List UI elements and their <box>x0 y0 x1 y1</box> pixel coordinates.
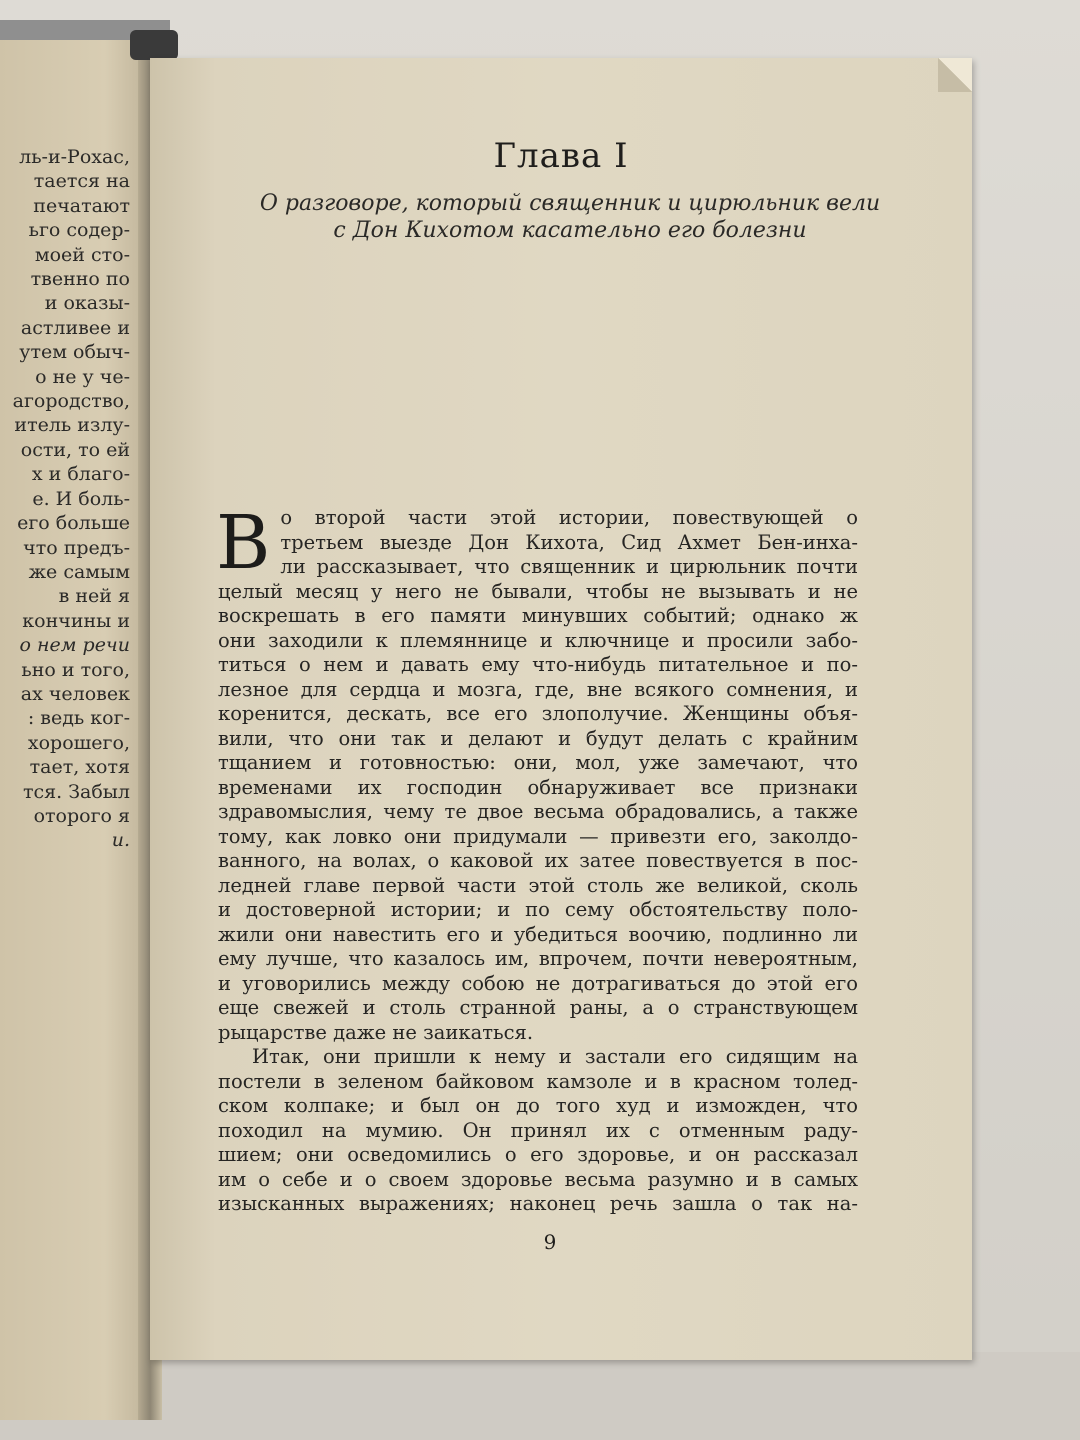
text-line: и уговорились между собою не дотрагиваться до этой его <box>218 971 858 995</box>
left-line: астливее и <box>20 316 130 339</box>
text-line: временами их господин обнаруживает все признаки <box>218 775 858 799</box>
left-line: о не у че- <box>35 365 130 388</box>
page-number: 9 <box>543 1230 557 1254</box>
text-line: ском колпаке; и был он до того худ и изможден, что <box>218 1094 858 1117</box>
left-line: ль-и-Рохас, <box>19 146 130 168</box>
left-line: итель излу- <box>14 414 130 437</box>
text-line: они заходили к племяннице и ключнице и просили забо- <box>218 628 858 652</box>
text-line: жили они навестить его и убедиться воочию, подлинно ли <box>218 922 858 946</box>
left-line: тает, хотя <box>29 756 130 779</box>
left-page <box>0 40 150 1420</box>
left-line: и оказы- <box>44 292 130 315</box>
text-line: о второй части этой истории, повествующей о <box>280 506 858 529</box>
text-line: здравомыслия, чему те двое весьма обрадовались, а также <box>218 800 858 823</box>
drop-cap: В <box>216 500 271 586</box>
text-line: Итак, они пришли к нему и застали его сидящим на <box>252 1045 858 1068</box>
left-line: ости, то ей <box>20 438 130 461</box>
text-line: изысканных выражениях; наконец речь зашла о так на- <box>218 1192 858 1215</box>
text-line: еще свежей и столь странной раны, а о странствующем <box>218 996 858 1019</box>
left-line: печатают <box>33 194 130 217</box>
left-line: что предъ- <box>23 536 130 559</box>
text-line: походил на мумию. Он принял их с отменным раду- <box>218 1118 858 1142</box>
page-corner-fold <box>938 58 972 92</box>
book-bottom-board <box>0 1352 1080 1440</box>
text-line: ледней главе первой части этой столь же великой, сколь <box>218 873 858 897</box>
subtitle-line: с Дон Кихотом касательно его болезни <box>333 218 807 243</box>
left-line: хорошего, <box>27 731 130 754</box>
text-line: титься о нем и давать ему что-нибудь питательное и по- <box>218 653 858 676</box>
text-line: ему лучше, что казалось им, впрочем, почти невероятным, <box>218 947 858 970</box>
text-line: и достоверной истории; и по сему обстоятельству поло- <box>218 898 858 921</box>
left-line: оторого я <box>33 804 130 827</box>
left-line: агородство, <box>12 390 130 413</box>
left-line: тается на <box>33 170 130 193</box>
text-line: шием; они осведомились о его здоровье, и он рассказал <box>218 1143 858 1166</box>
text-line: целый месяц у него не бывали, чтобы не вызывать и не <box>218 579 858 603</box>
left-line: его больше <box>17 512 130 535</box>
left-line: ьно и того, <box>21 658 130 681</box>
text-line: тщанием и готовностью: они, мол, уже замечают, что <box>218 751 858 774</box>
left-line: твенно по <box>30 268 130 291</box>
left-line: кончины и <box>22 609 130 632</box>
left-line: о нем речи <box>19 634 130 657</box>
chapter-subtitle <box>210 190 930 244</box>
chapter-body <box>216 500 858 1217</box>
text-line: ванного, на волах, о каковой их затее повествуется в пос- <box>218 849 858 872</box>
chapter-title: Глава I <box>493 136 629 176</box>
left-line: в ней я <box>58 585 130 608</box>
text-line: тому, как ловко они придумали — привезти его, заколдо- <box>218 824 858 848</box>
left-line: е. И боль- <box>32 487 130 510</box>
left-line: и. <box>111 829 130 852</box>
left-line: тся. Забыл <box>22 780 130 803</box>
text-line: постели в зеленом байковом камзоле и в красном толед- <box>218 1069 858 1093</box>
text-line: коренится, дескать, все его злополучие. Женщины объя- <box>218 702 858 725</box>
left-line: ьго содер- <box>28 219 130 242</box>
left-line: ах человек <box>20 682 130 705</box>
left-line: утем обыч- <box>19 341 130 364</box>
subtitle-line: О разговоре, который священник и цирюльник вели <box>259 191 881 216</box>
left-line: моей сто- <box>34 243 130 266</box>
left-line: х и благо- <box>31 463 130 486</box>
text-line: лезное для сердца и мозга, где, вне всякого сомнения, и <box>218 677 858 701</box>
right-page <box>150 58 972 1360</box>
text-line: третьем выезде Дон Кихота, Сид Ахмет Бен-инха- <box>280 530 858 554</box>
text-line: ли рассказывает, что священник и цирюльник почти <box>280 555 858 578</box>
book-headband <box>130 30 178 60</box>
left-line: : ведь ког- <box>27 707 130 730</box>
text-line: вили, что они так и делают и будут делать с крайним <box>218 726 858 750</box>
text-line: рыцарстве даже не заикаться. <box>218 1020 534 1044</box>
text-line: им о себе и о своем здоровье весьма разумно и в самых <box>218 1167 858 1191</box>
left-line: же самым <box>28 560 130 583</box>
left-page-text <box>13 145 130 853</box>
text-line: воскрешать в его памяти минувших событий; однако ж <box>218 604 858 627</box>
